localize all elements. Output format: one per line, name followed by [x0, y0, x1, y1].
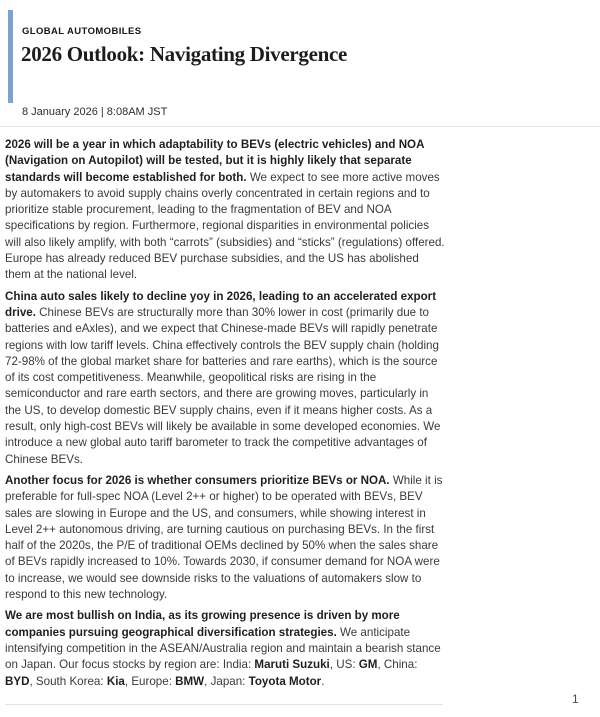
- paragraph: [5, 473, 445, 603]
- paragraph-segment: Another focus for 2026 is whether consumers prioritize BEVs or NOA.: [5, 473, 393, 487]
- paragraph-segment: , Japan:: [204, 674, 249, 688]
- paragraph: [5, 289, 445, 468]
- report-body: [5, 137, 445, 695]
- report-title: 2026 Outlook: Navigating Divergence: [21, 42, 348, 66]
- paragraph: [5, 608, 445, 689]
- paragraph-segment: BMW: [175, 674, 205, 688]
- paragraph-segment: Chinese BEVs are structurally more than 30% lower in cost (primarily due to batteries and eAxles), and we expect that Chinese-made BEVs will rapidly penetrate regions with low tariff levels. China effectively controls the BEV supply chain (holding 72-98% of the global market share for batteries and rare earths), which is the source of its cost competitiveness. Meanwhile, geopolitical risks are rising in the semiconductor and rare earth sectors, and there are growing moves, particularly in the US, to develop domestic BEV supply chains, even if it means higher costs. As a result, only high-cost BEVs will likely be available in some developed economies. We introduce a new global auto tariff barometer to track the competitive advantages of Chinese BEVs.: [5, 305, 441, 466]
- dateline: 8 January 2026 | 8:08AM JST: [22, 106, 168, 118]
- paragraph-segment: Kia: [106, 674, 125, 688]
- footer-divider: [5, 704, 443, 705]
- paragraph-segment: .: [321, 674, 325, 688]
- paragraph-segment: China auto sales likely to decline yoy in 2026, leading to an accelerated export drive.: [5, 289, 437, 319]
- paragraph-segment: BYD: [5, 674, 30, 688]
- paragraph-segment: We anticipate intensifying competition in the ASEAN/Australia region and maintain a bearish stance on Japan. Our focus stocks by region are: India:: [5, 625, 441, 672]
- paragraph-segment: , South Korea:: [29, 674, 107, 688]
- paragraph-segment: Toyota Motor: [248, 674, 322, 688]
- paragraph-segment: 2026 will be a year in which adaptability to BEVs (electric vehicles) and NOA (Navigation on Autopilot) will be tested, but it is highly likely that separate standards will become established for both.: [5, 138, 425, 184]
- paragraph-segment: We are most bullish on India, as its growing presence is driven by more companies pursuing geographical diversification strategies.: [5, 609, 400, 639]
- paragraph-segment: Maruti Suzuki: [254, 658, 330, 672]
- paragraph-segment: , China:: [377, 658, 418, 672]
- paragraph-segment: We expect to see more active moves by automakers to avoid supply chains overly concentrated in certain regions and to prioritize stable procurement, leading to the fragmentation of BEV and NOA specifications by region. Furthermore, regional disparities in environmental policies will also likely amplify, with both “carrots” (subsidies) and “sticks” (regulations) offered. Europe has already reduced BEV purchase subsidies, and the US has abolished them at the national level.: [5, 170, 445, 282]
- paragraph-segment: While it is preferable for full-spec NOA (Level 2++ or higher) to be operated with BEVs, BEV sales are slowing in Europe and the US, and consumers, while showing interest in Level 2++ autonomous driving, are turning cautious on purchasing BEVs. In the first half of the 2020s, the P/E of traditional OEMs declined by 50% when the sales share of BEVs rapidly increased to 10%. Towards 2030, if consumer demand for NOA were to increase, we would see downside risks to the valuations of automakers slow to respond to this new technology.: [5, 473, 443, 602]
- header-divider: [0, 126, 600, 127]
- section-eyebrow: GLOBAL AUTOMOBILES: [22, 26, 142, 37]
- paragraph-segment: , Europe:: [124, 674, 176, 688]
- page-number: 1: [572, 692, 579, 706]
- paragraph-segment: GM: [358, 658, 378, 672]
- paragraph: [5, 137, 445, 284]
- paragraph-segment: , US:: [329, 658, 359, 672]
- accent-bar: [8, 10, 13, 103]
